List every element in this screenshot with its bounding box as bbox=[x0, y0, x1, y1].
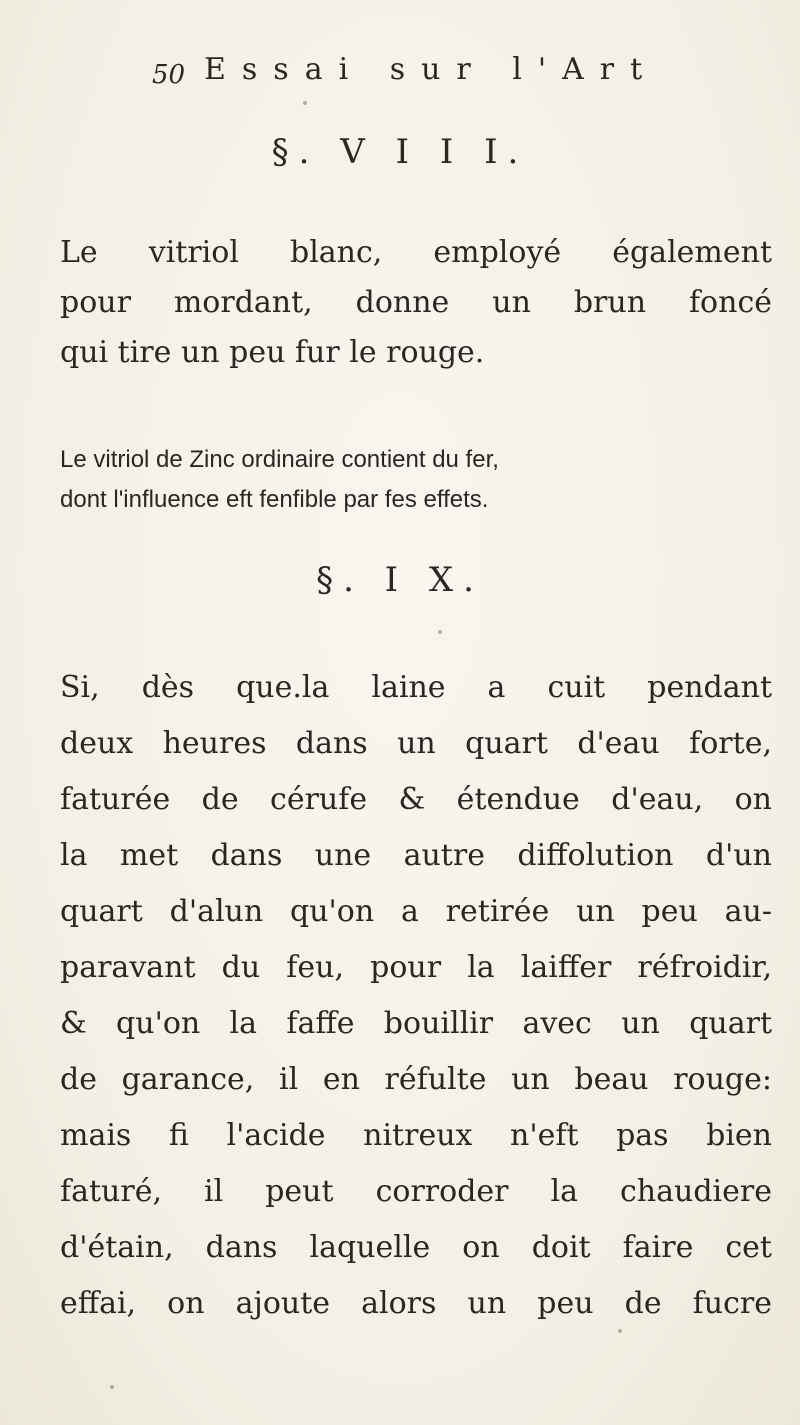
text-line: pour mordant, donne un brun foncé bbox=[60, 285, 772, 320]
section-heading-9: §. I X. bbox=[316, 560, 484, 600]
note-line: Le vitriol de Zinc ordinaire contient du fer, bbox=[60, 446, 499, 473]
text-line: faturé, il peut corroder la chaudiere bbox=[60, 1174, 772, 1209]
text-line: effai, on ajoute alors un peu de fucre bbox=[60, 1286, 772, 1321]
page-number: 50 bbox=[152, 60, 186, 90]
running-head bbox=[152, 52, 712, 100]
text-line: Le vitriol blanc, employé également bbox=[60, 235, 772, 270]
text-line: mais fi l'acide nitreux n'eft pas bien bbox=[60, 1118, 772, 1153]
note-line: dont l'influence eft fenfible par fes effets. bbox=[60, 486, 489, 513]
text-line: & qu'on la faffe bouillir avec un quart bbox=[60, 1006, 772, 1041]
section-heading-8: §. V I I I. bbox=[271, 132, 529, 172]
running-title: Essai sur l'Art bbox=[204, 52, 659, 87]
text-line: faturée de cérufe & étendue d'eau, on bbox=[60, 782, 772, 817]
text-line: Si, dès que.la laine a cuit pendant bbox=[60, 670, 772, 705]
section-8-paragraph bbox=[60, 228, 772, 378]
text-line: deux heures dans un quart d'eau forte, bbox=[60, 726, 772, 761]
text-line: d'étain, dans laquelle on doit faire cet bbox=[60, 1230, 772, 1265]
ink-speck bbox=[303, 101, 307, 105]
section-9-paragraph bbox=[60, 660, 772, 1332]
ink-speck bbox=[110, 1385, 114, 1389]
text-line: paravant du feu, pour la laiffer réfroidir, bbox=[60, 950, 772, 985]
ink-speck bbox=[438, 630, 442, 634]
text-line: la met dans une autre diffolution d'un bbox=[60, 838, 772, 873]
text-line: qui tire un peu fur le rouge. bbox=[60, 335, 485, 370]
section-8-note bbox=[60, 440, 772, 520]
ink-speck bbox=[618, 1329, 622, 1333]
text-line: de garance, il en réfulte un beau rouge: bbox=[60, 1062, 772, 1097]
text-line: quart d'alun qu'on a retirée un peu au- bbox=[60, 894, 772, 929]
